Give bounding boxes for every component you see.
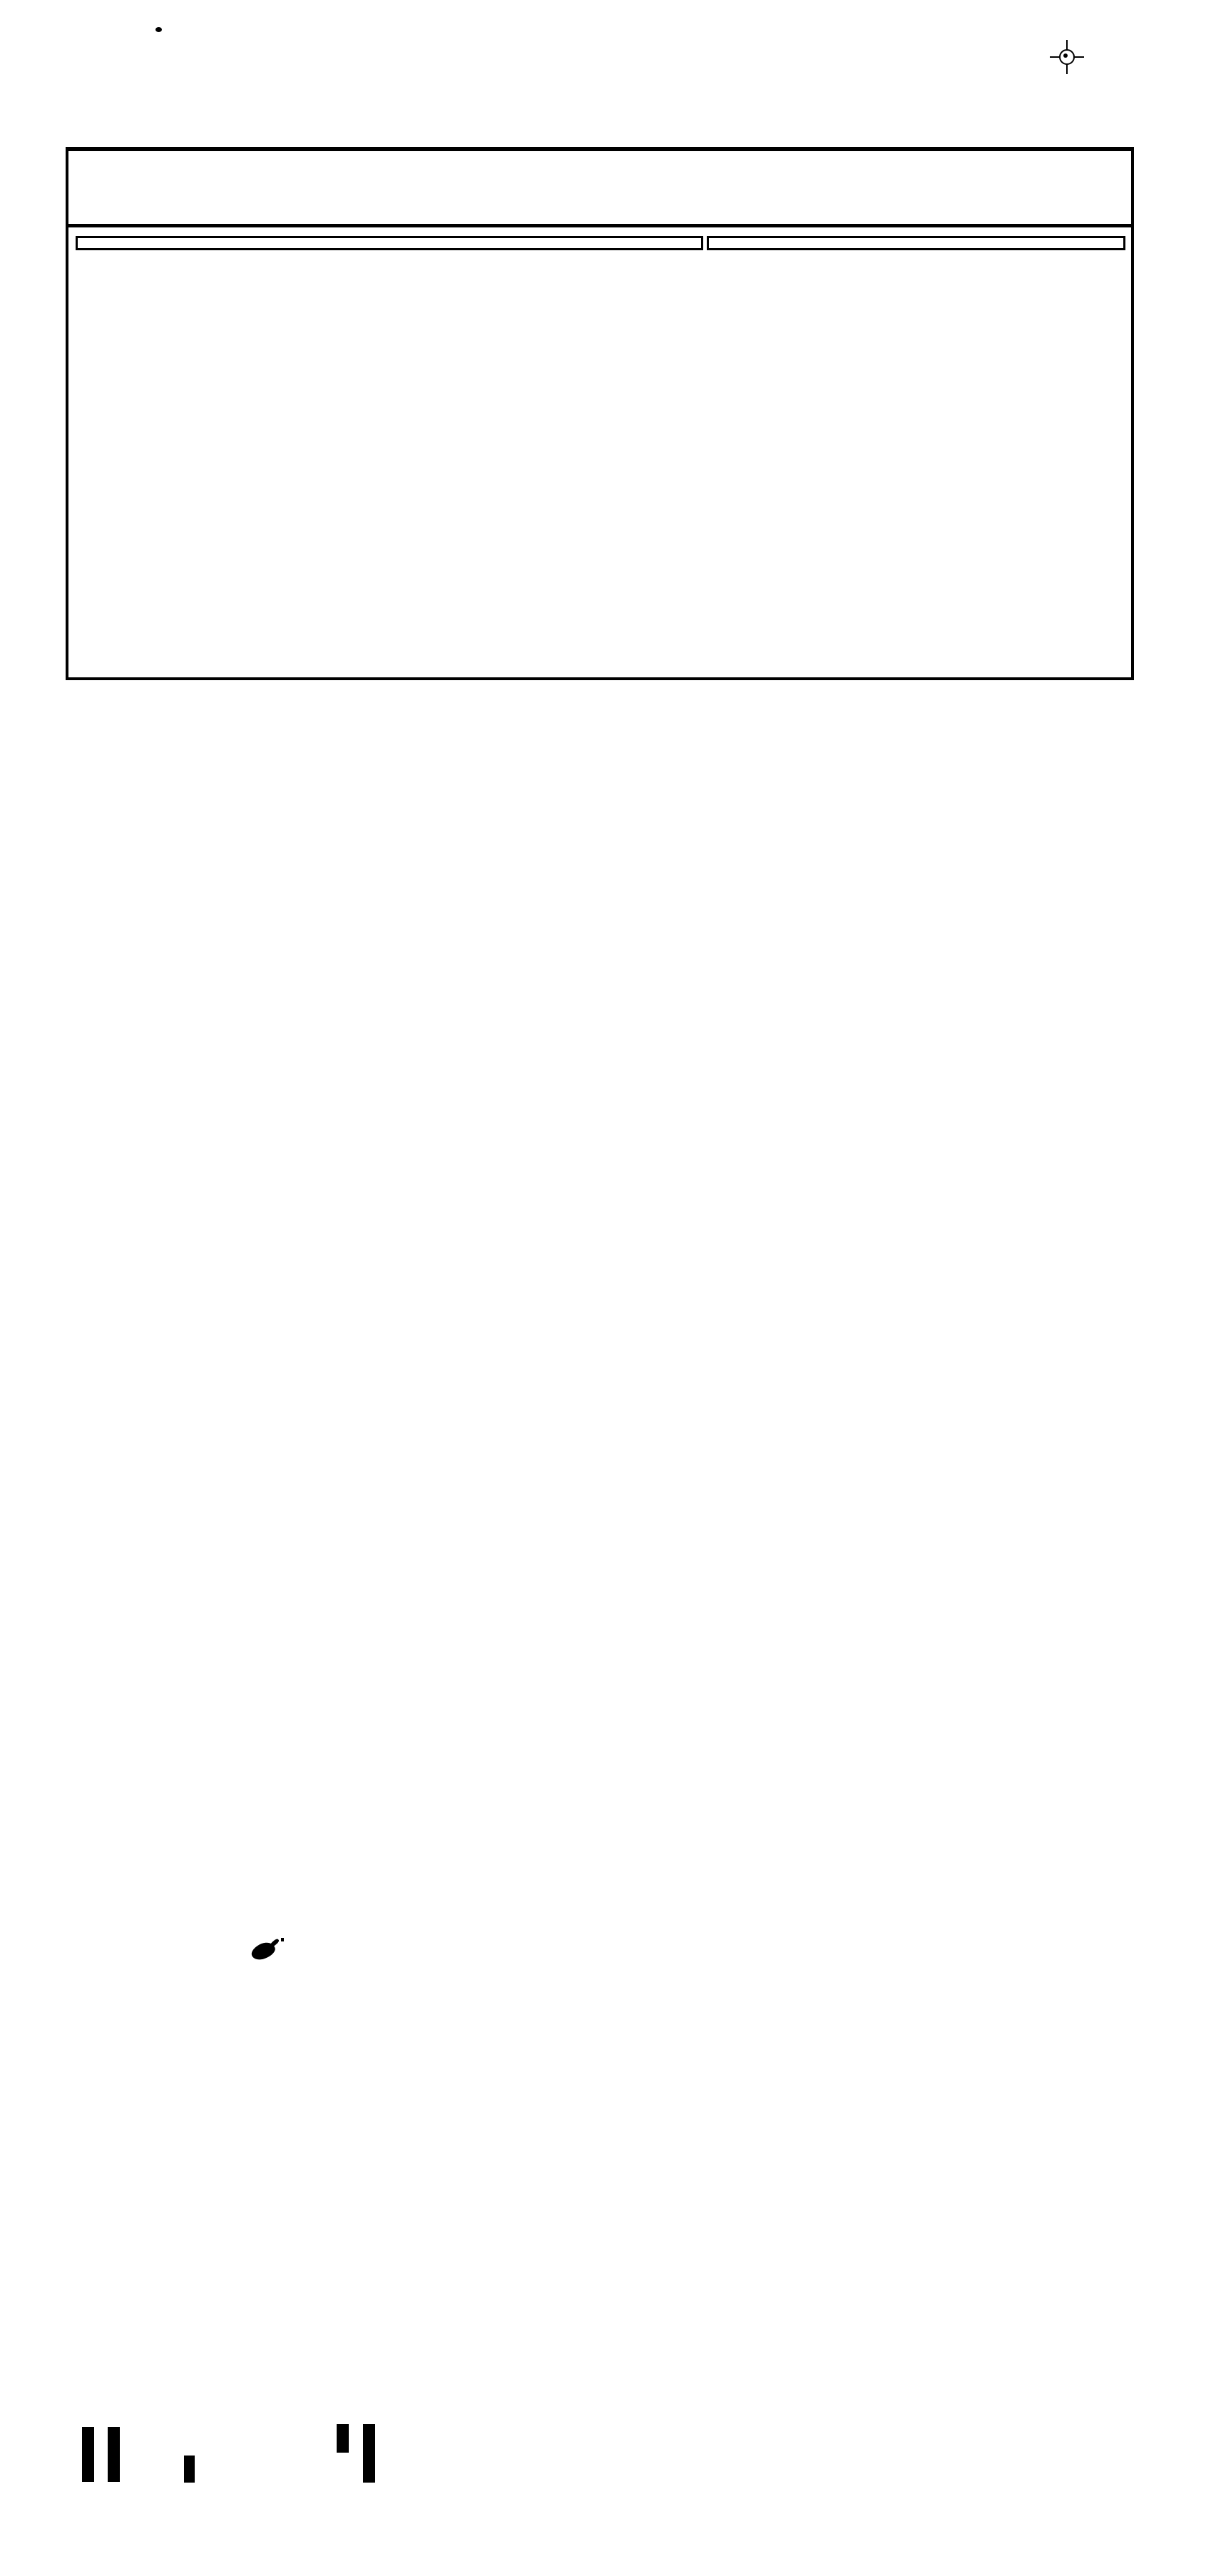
- county-name: [68, 151, 1131, 163]
- stray-ink-dot: [155, 27, 162, 32]
- warning-box: [707, 236, 1125, 250]
- instructions-row: [76, 236, 1125, 250]
- to-vote-box: [76, 236, 703, 250]
- crosshair-center-dot: [1063, 53, 1068, 58]
- ballot-header-box: [66, 147, 1134, 680]
- barcode-bar: [184, 2456, 195, 2483]
- registration-crosshair-icon: [1050, 40, 1084, 74]
- ink-scribble: [251, 1938, 282, 1961]
- county-header-section: [68, 151, 1131, 227]
- barcode-bar: [363, 2424, 375, 2483]
- ink-scribble-speck: [281, 1938, 284, 1941]
- barcode-bar: [82, 2427, 94, 2482]
- barcode-bar: [337, 2424, 349, 2453]
- barcode-bar: [108, 2427, 120, 2482]
